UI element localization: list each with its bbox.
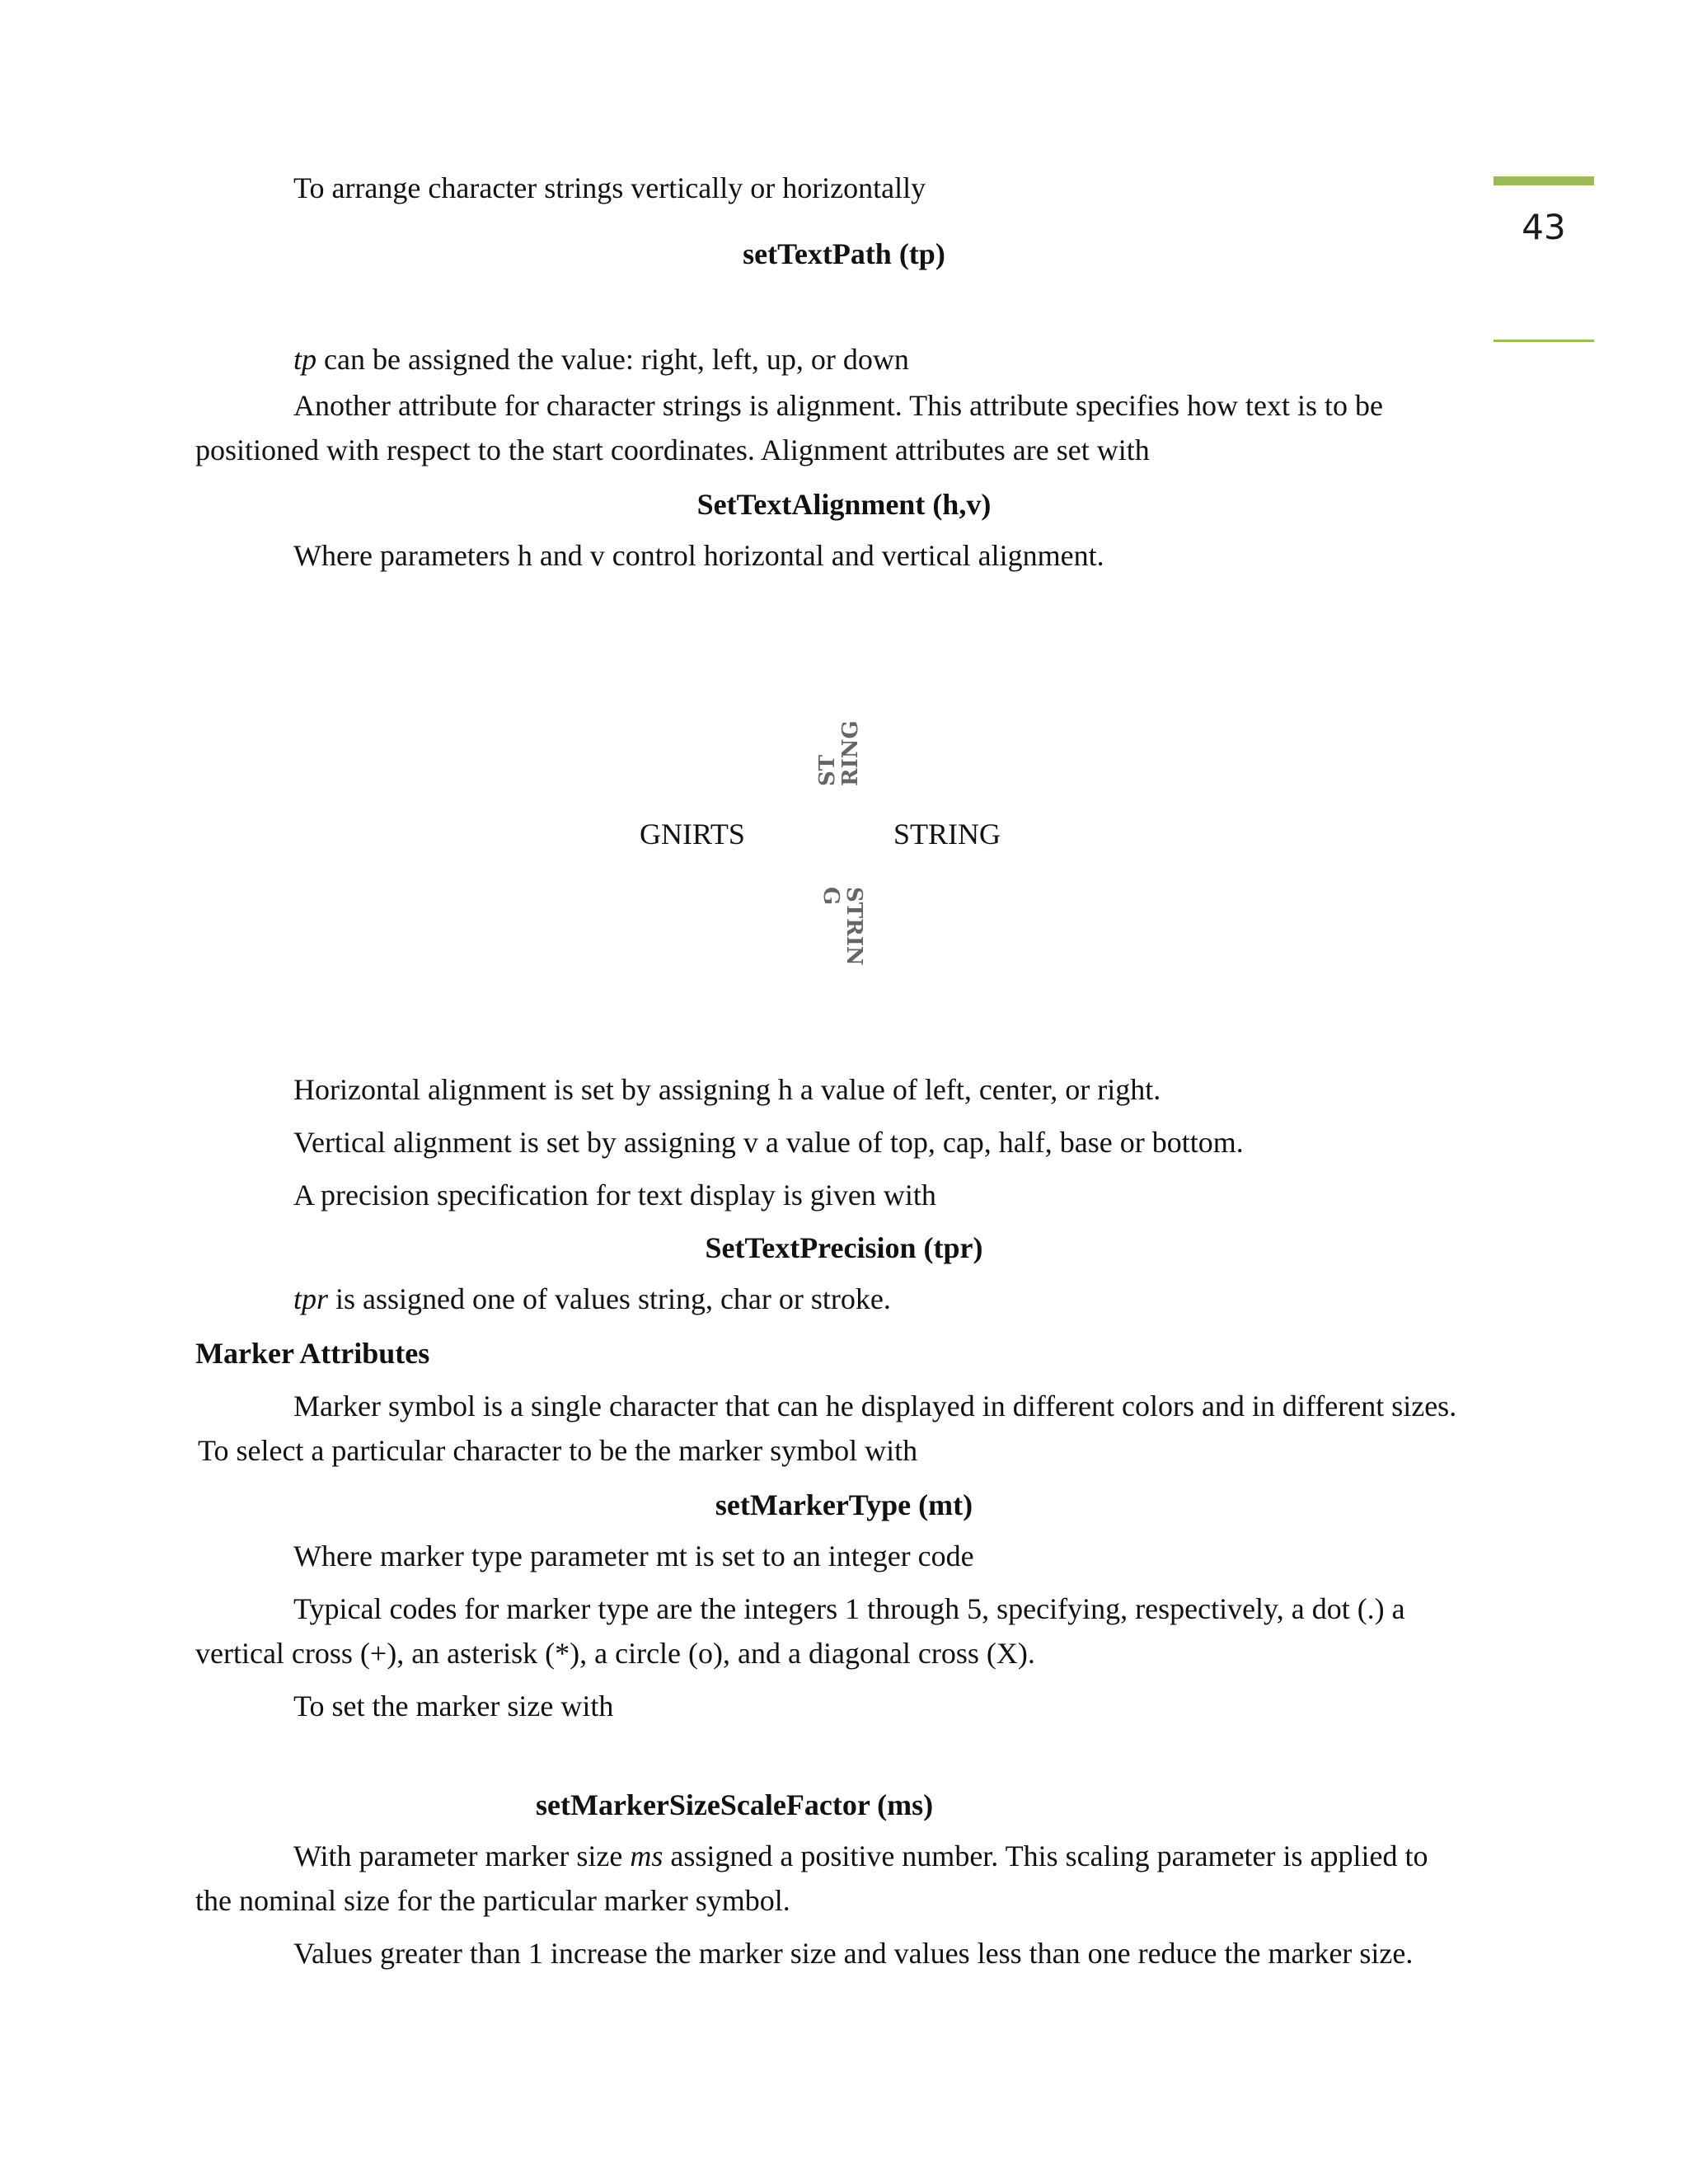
paragraph-marker-type-code: Where marker type parameter mt is set to an integer code <box>293 1540 974 1572</box>
function-settextalignment: SetTextAlignment (h,v) <box>696 488 992 521</box>
function-setmarkertype: setMarkerType (mt) <box>715 1488 973 1521</box>
paragraph-marker-codes-line2: vertical cross (+), an asterisk (*), a circle (o), and a diagonal cross (X). <box>195 1637 1035 1670</box>
term-tpr: tpr <box>293 1282 329 1315</box>
figure-string-up: ST RING <box>815 720 863 786</box>
paragraph-tpr-values-text: is assigned one of values string, char or stroke. <box>328 1282 891 1315</box>
term-tp: tp <box>293 343 317 376</box>
paragraph-alignment-line1: Another attribute for character strings is alignment. This attribute specifies how text is to be <box>293 389 1383 422</box>
paragraph-marker-codes-line1: Typical codes for marker type are the integers 1 through 5, specifying, respectively, a dot (.) a <box>293 1592 1405 1625</box>
figure-string-down: STRIN G <box>818 887 866 966</box>
paragraph-marker-size-line1 <box>293 1838 1428 1874</box>
paragraph-marker-size-scaling: Values greater than 1 increase the marker size and values less than one reduce the marker size. <box>293 1937 1414 1970</box>
page-number: 43 <box>1522 207 1566 247</box>
section-heading-marker-attributes: Marker Attributes <box>195 1337 430 1370</box>
function-setmarkersizescalefactor: setMarkerSizeScaleFactor (ms) <box>536 1788 934 1821</box>
paragraph-marker-symbol-line1: Marker symbol is a single character that can he displayed in different colors and in different sizes. <box>293 1390 1457 1422</box>
header-accent-rule <box>1493 340 1594 342</box>
paragraph-tp-values-text: can be assigned the value: right, left, up, or down <box>316 343 909 376</box>
paragraph-hv-params: Where parameters h and v control horizontal and vertical alignment. <box>293 539 1104 572</box>
paragraph-marker-size-post: assigned a positive number. This scaling parameter is applied to <box>663 1840 1428 1872</box>
header-accent-bar <box>1493 176 1594 185</box>
paragraph-text-path-intro: To arrange character strings vertically or horizontally <box>293 171 926 204</box>
paragraph-horizontal-alignment: Horizontal alignment is set by assigning h a value of left, center, or right. <box>293 1073 1161 1106</box>
paragraph-vertical-alignment: Vertical alignment is set by assigning v a value of top, cap, half, base or bottom. <box>293 1126 1244 1159</box>
paragraph-precision-intro: A precision specification for text display is given with <box>293 1179 936 1212</box>
figure-string-left: GNIRTS <box>640 818 745 851</box>
paragraph-marker-size-line2: the nominal size for the particular marker symbol. <box>195 1884 790 1917</box>
paragraph-marker-size-pre: With parameter marker size <box>293 1840 631 1872</box>
paragraph-alignment-line2: positioned with respect to the start coordinates. Alignment attributes are set with <box>195 434 1150 466</box>
function-settextpath: setTextPath (tp) <box>743 237 945 270</box>
term-ms: ms <box>630 1840 663 1872</box>
paragraph-tp-values <box>293 341 909 377</box>
paragraph-marker-size-intro: To set the marker size with <box>293 1690 614 1722</box>
paragraph-tpr-values <box>293 1281 891 1317</box>
function-settextprecision: SetTextPrecision (tpr) <box>705 1231 983 1264</box>
figure-string-right: STRING <box>893 818 1001 851</box>
paragraph-marker-symbol-line2: To select a particular character to be the marker symbol with <box>198 1434 918 1467</box>
